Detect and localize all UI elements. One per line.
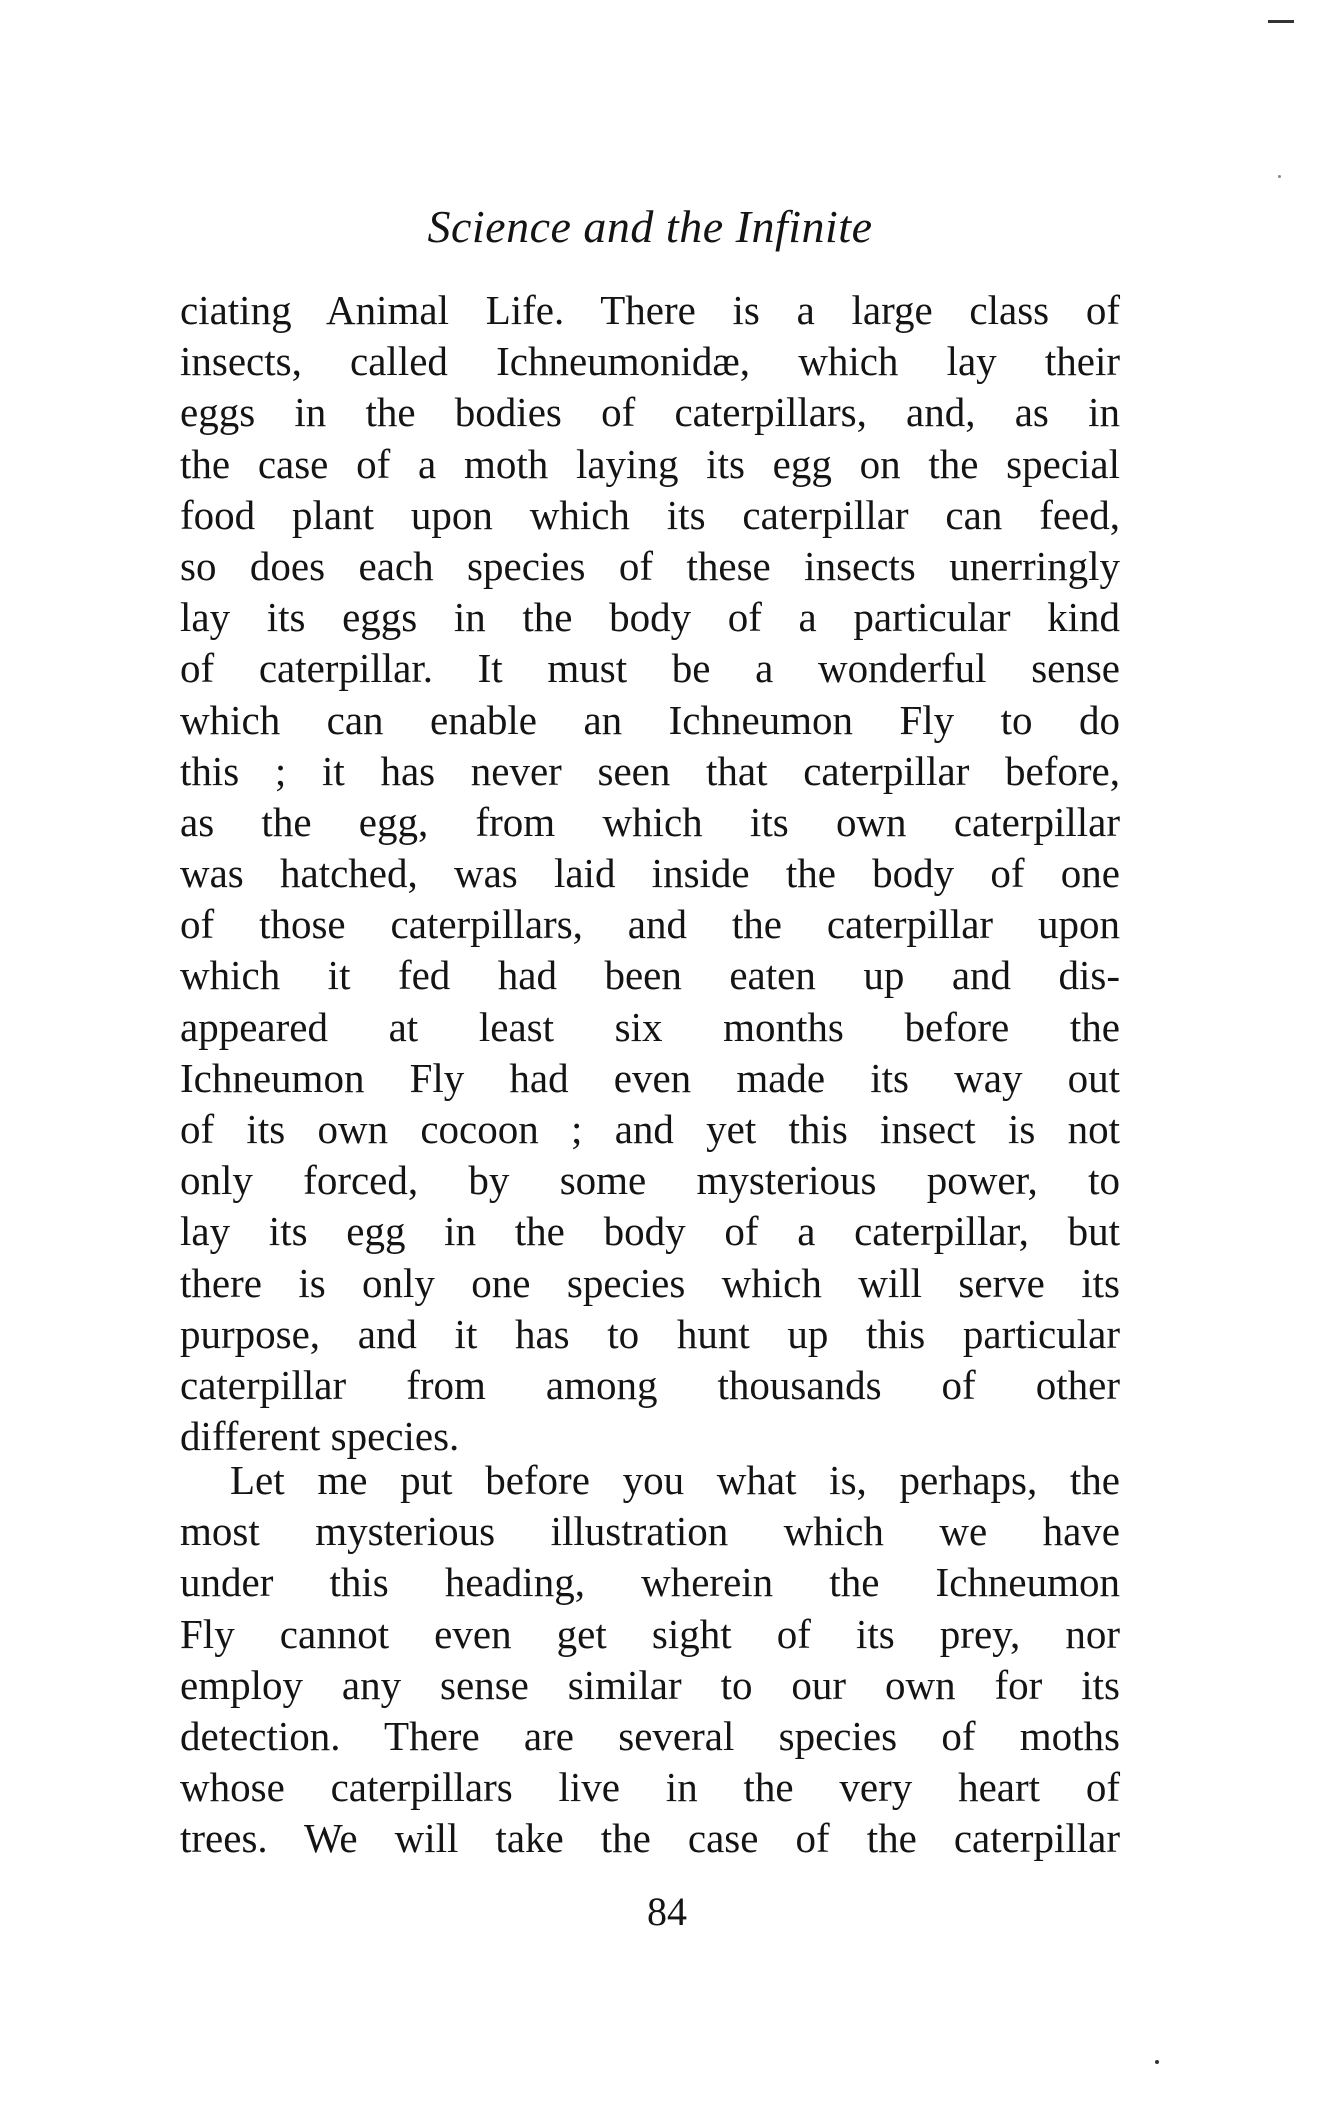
- scan-mark: [1278, 175, 1281, 178]
- text-line: of caterpillar. It must be a wonderful sense: [180, 645, 1120, 692]
- text-line: Fly cannot even get sight of its prey, nor: [180, 1610, 1120, 1657]
- text-line: lay its eggs in the body of a particular kind: [180, 594, 1120, 641]
- text-line: appeared at least six months before the: [180, 1003, 1120, 1050]
- text-line: ciating Animal Life. There is a large class of: [180, 287, 1120, 333]
- text-line: only forced, by some mysterious power, to: [180, 1157, 1120, 1204]
- text-line: employ any sense similar to our own for its: [180, 1661, 1120, 1708]
- text-line: eggs in the bodies of caterpillars, and, as in: [180, 389, 1120, 436]
- text-line: the case of a moth laying its egg on the special: [180, 440, 1120, 487]
- text-line: there is only one species which will serve its: [180, 1259, 1120, 1306]
- text-line: so does each species of these insects unerringly: [180, 542, 1120, 589]
- text-line: food plant upon which its caterpillar can feed,: [180, 491, 1120, 538]
- text-line: purpose, and it has to hunt up this particular: [180, 1310, 1120, 1357]
- text-line: trees. We will take the case of the caterpillar: [180, 1815, 1120, 1862]
- text-line: of those caterpillars, and the caterpillar upon: [180, 901, 1120, 948]
- text-line: which can enable an Ichneumon Fly to do: [180, 696, 1120, 743]
- text-line: whose caterpillars live in the very heart of: [180, 1764, 1120, 1811]
- paragraph-2: [180, 1455, 1120, 1865]
- text-line: insects, called Ichneumonidæ, which lay their: [180, 338, 1120, 385]
- scan-mark: [1155, 2060, 1159, 2064]
- paragraph-1: [180, 285, 1120, 1462]
- text-line: lay its egg in the body of a caterpillar, but: [180, 1208, 1120, 1255]
- text-line: as the egg, from which its own caterpillar: [180, 798, 1120, 845]
- text-line: detection. There are several species of moths: [180, 1712, 1120, 1759]
- text-line: was hatched, was laid inside the body of one: [180, 850, 1120, 897]
- page-number: 84: [647, 1889, 687, 1934]
- text-line: this ; it has never seen that caterpillar before,: [180, 747, 1120, 794]
- running-head: Science and the Infinite: [427, 201, 873, 252]
- text-line: under this heading, wherein the Ichneumon: [180, 1559, 1120, 1606]
- text-line: which it fed had been eaten up and dis-: [180, 952, 1120, 999]
- text-line: caterpillar from among thousands of other: [180, 1361, 1120, 1408]
- text-line: Ichneumon Fly had even made its way out: [180, 1054, 1120, 1101]
- text-line: different species.: [180, 1413, 460, 1460]
- text-line: Let me put before you what is, perhaps, the: [230, 1457, 1120, 1503]
- scan-mark: [1268, 20, 1294, 23]
- text-line: most mysterious illustration which we have: [180, 1508, 1120, 1555]
- text-line: of its own cocoon ; and yet this insect is not: [180, 1106, 1120, 1152]
